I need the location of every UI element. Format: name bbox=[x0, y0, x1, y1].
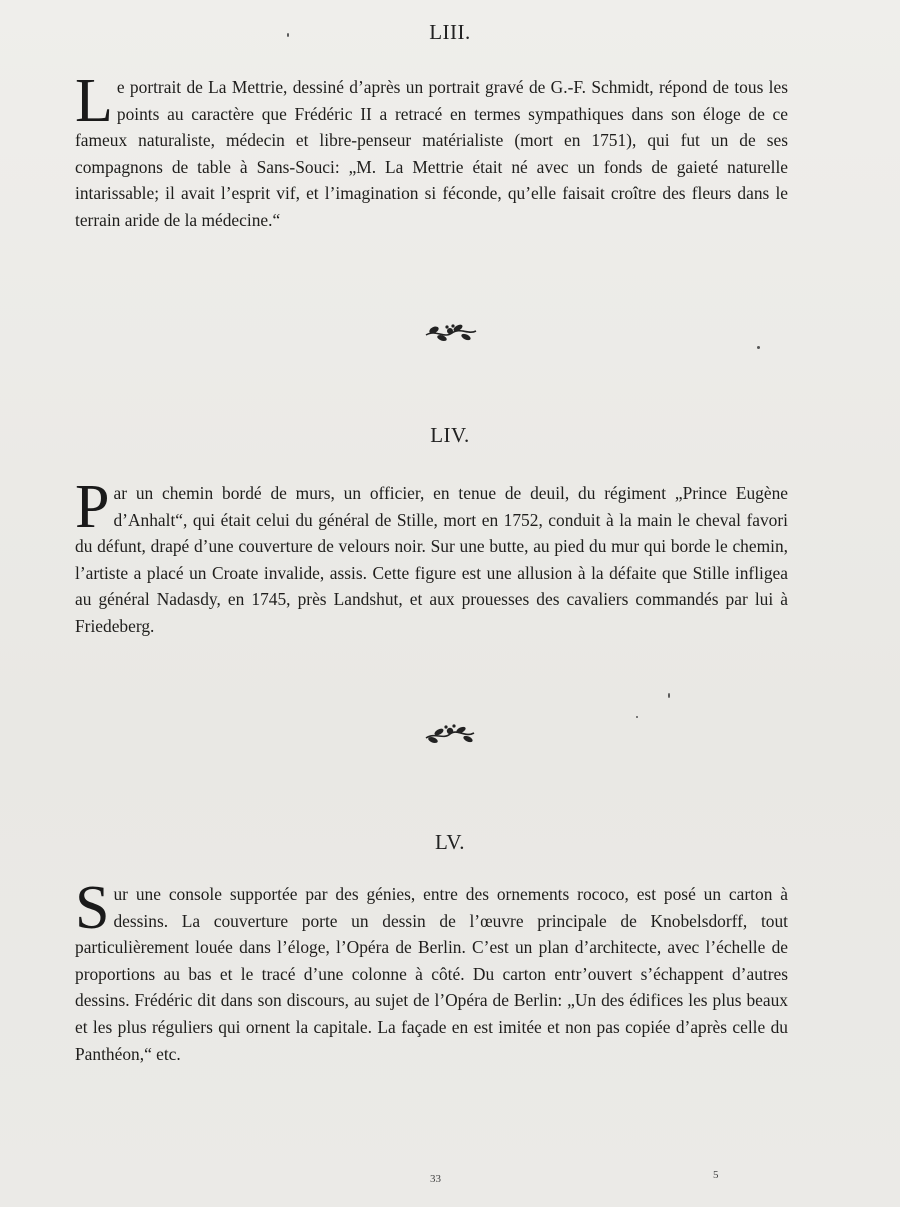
section-heading-lv: LV. bbox=[434, 830, 466, 854]
section-text: ar un chemin bordé de murs, un officier, en tenue de deuil, du régiment „Prince Eugène d’Anhalt“, qui était celui du général de Stille, mort en 1752, conduit à la main le cheval favori du défunt, drapé d’une couverture de velours noir. Sur une butte, au pied du mur qui borde le chemin, l’artiste a placé un Croate invalide, assis. Cette figure est une allusion à la défaite que Stille infligea au général Nadasdy, en 1745, près Landshut, et aux prouesses des cavaliers commandés par lui à Friedeberg. bbox=[75, 483, 788, 636]
signature-mark: 5 bbox=[713, 1169, 719, 1181]
section-text: e portrait de La Mettrie, dessiné d’après un portrait gravé de G.-F. Schmidt, répond de tous les points au caractère que Frédéric II a retracé en termes sympathiques dans son éloge de ce fameux naturaliste, médecin et libre-penseur matérialiste (mort en 1751), qui fut un de ses compagnons de table à Sans-Souci: „M. La Mettrie était né avec un fonds de gaieté naturelle intarissable; il avait l’esprit vif, et l’imagination si féconde, qu’elle faisait croître des fleurs dans le terrain aride de la médecine.“ bbox=[75, 77, 788, 230]
scan-speck bbox=[668, 693, 670, 698]
drop-cap: L bbox=[75, 67, 113, 135]
section-body-liii bbox=[75, 67, 788, 234]
scan-speck bbox=[757, 346, 760, 349]
floral-ornament-icon bbox=[423, 722, 477, 746]
scan-speck bbox=[636, 716, 638, 718]
section-heading-liii: LIII. bbox=[429, 20, 471, 44]
drop-cap: P bbox=[75, 473, 110, 541]
section-body-lv bbox=[75, 874, 788, 1067]
page-number: 33 bbox=[430, 1173, 441, 1185]
section-body-liv bbox=[75, 473, 788, 640]
drop-cap: S bbox=[75, 874, 110, 942]
section-text: ur une console supportée par des génies, entre des ornements rococo, est posé un carton à dessins. La couverture porte un dessin de l’œuvre principale de Knobelsdorff, tout particulièrement louée dans l’éloge, l’Opéra de Berlin. C’est un plan d’architecte, avec l’échelle de proportions au bas et le tracé d’une colonne à côté. Du carton entr’ouvert s’échappent d’autres dessins. Frédéric dit dans son discours, au sujet de l’Opéra de Berlin: „Un des édifices les plus beaux et les plus réguliers qui ornent la capitale. La façade en est imitée et non pas copiée d’après celle du Panthéon,“ etc. bbox=[75, 884, 788, 1064]
floral-ornament-icon bbox=[422, 321, 478, 345]
scan-speck bbox=[287, 33, 289, 37]
section-heading-liv: LIV. bbox=[430, 423, 470, 447]
